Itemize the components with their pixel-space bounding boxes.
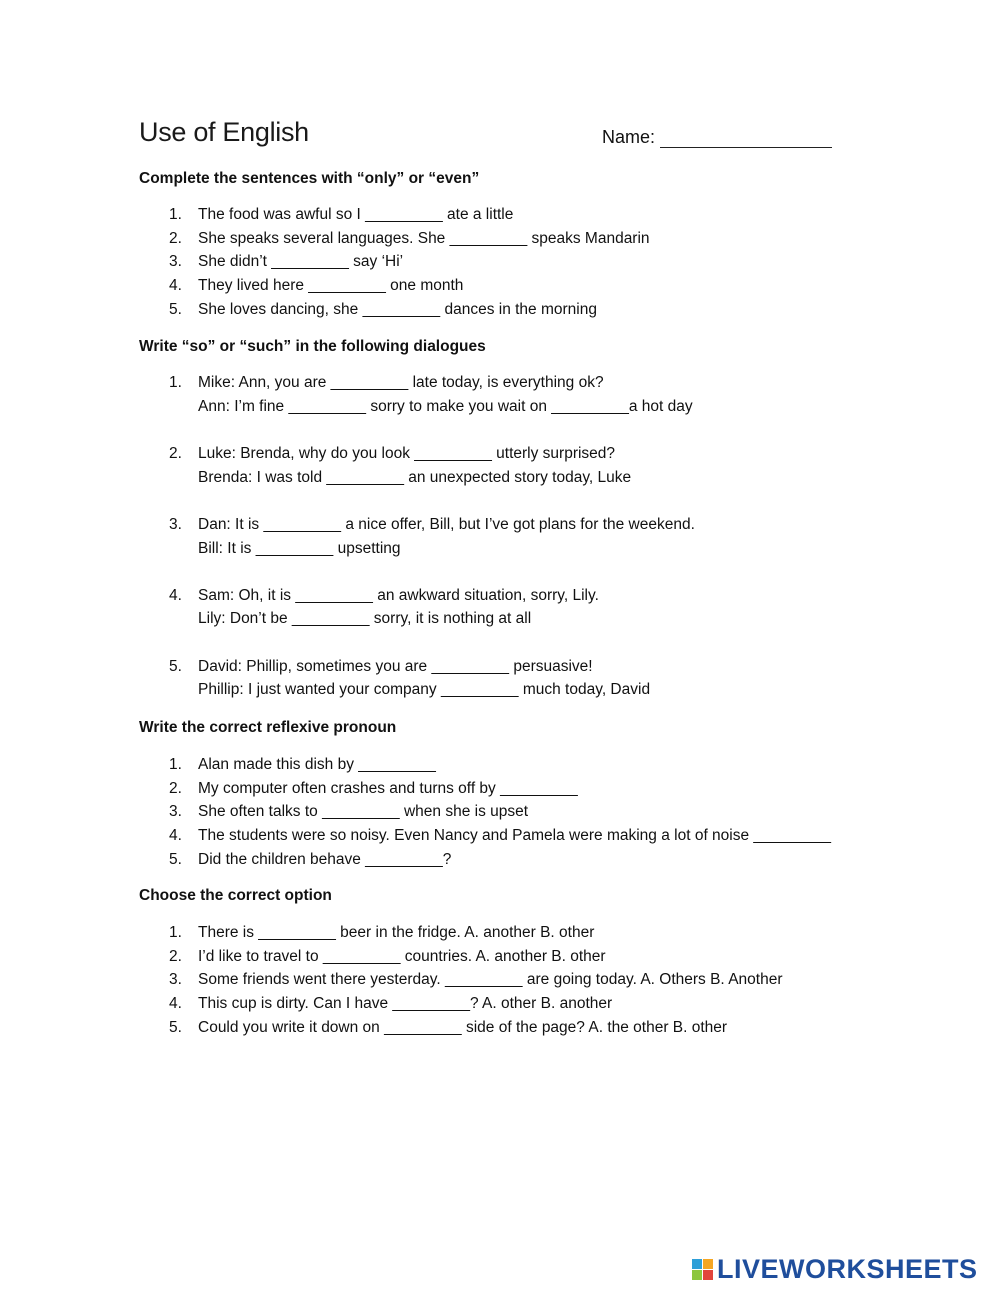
item-number: 2.: [169, 779, 182, 797]
logo-square-icon: [703, 1270, 713, 1280]
item-number: 3.: [169, 515, 182, 533]
so-such-list: [139, 371, 879, 726]
item-number: 2.: [169, 947, 182, 965]
item-number: 2.: [169, 229, 182, 247]
list-item: [139, 848, 879, 872]
list-item: [139, 921, 879, 945]
item-text: There is _________ beer in the fridge. A. another B. other: [198, 924, 595, 941]
list-item: [139, 227, 879, 251]
list-item: [139, 992, 879, 1016]
item-number: 3.: [169, 253, 182, 271]
list-item: [139, 777, 879, 801]
list-item: [139, 442, 879, 489]
list-item: [139, 945, 879, 969]
dialogue-line: Brenda: I was told _________ an unexpected story today, Luke: [198, 468, 632, 486]
name-field: [602, 127, 832, 148]
item-number: 2.: [169, 444, 182, 462]
dialogue-line: Lily: Don’t be _________ sorry, it is nothing at all: [198, 610, 532, 628]
section-heading-so-such: Write “so” or “such” in the following dialogues: [139, 338, 486, 355]
item-text: The students were so noisy. Even Nancy and Pamela were making a lot of noise _________: [198, 827, 832, 845]
dialogue-line: Sam: Oh, it is _________ an awkward situation, sorry, Lily.: [198, 586, 599, 604]
item-number: 1.: [169, 756, 182, 773]
item-number: 3.: [169, 971, 182, 989]
list-item: [139, 824, 879, 848]
correct-option-list: [139, 921, 879, 1040]
name-label: Name:: [602, 127, 656, 147]
item-text: Alan made this dish by _________: [198, 756, 436, 773]
section-heading-only-even: Complete the sentences with “only” or “even”: [139, 170, 480, 187]
list-item: [139, 753, 879, 777]
list-item: [139, 968, 879, 992]
liveworksheets-logo: [692, 1254, 978, 1285]
page-title: Use of English: [139, 117, 309, 147]
logo-mark-icon: [692, 1259, 714, 1281]
item-number: 1.: [169, 206, 182, 223]
dialogue-line: Ann: I’m fine _________ sorry to make you wait on _________a hot day: [198, 397, 693, 415]
item-number: 4.: [169, 995, 182, 1013]
name-blank[interactable]: [660, 131, 832, 148]
section-heading-correct-option: Choose the correct option: [139, 887, 332, 904]
list-item: [139, 1016, 879, 1040]
item-number: 3.: [169, 803, 182, 821]
list-item: [139, 274, 879, 298]
list-item: [139, 371, 879, 418]
item-number: 1.: [169, 374, 182, 391]
item-text: She speaks several languages. She _________ speaks Mandarin: [198, 229, 650, 247]
reflexive-list: [139, 753, 879, 872]
logo-square-icon: [692, 1259, 702, 1269]
dialogue-line: Bill: It is _________ upsetting: [198, 539, 401, 557]
list-item: [139, 584, 879, 631]
item-text: The food was awful so I _________ ate a little: [198, 206, 514, 223]
item-number: 5.: [169, 850, 182, 868]
item-text: Did the children behave _________?: [198, 850, 452, 868]
item-number: 4.: [169, 277, 182, 295]
dialogue-line: Phillip: I just wanted your company _________ much today, David: [198, 681, 651, 699]
dialogue-line: Mike: Ann, you are _________ late today, is everything ok?: [198, 374, 604, 391]
list-item: [139, 298, 879, 322]
item-text: She didn’t _________ say ‘Hi’: [198, 253, 404, 271]
item-text: She loves dancing, she _________ dances in the morning: [198, 300, 597, 318]
item-number: 5.: [169, 300, 182, 318]
item-text: Could you write it down on _________ side of the page? A. the other B. other: [198, 1018, 728, 1036]
logo-square-icon: [692, 1270, 702, 1280]
list-item: [139, 203, 879, 227]
logo-text: LIVEWORKSHEETS: [717, 1254, 978, 1284]
dialogue-line: Dan: It is _________ a nice offer, Bill, but I’ve got plans for the weekend.: [198, 515, 695, 533]
item-text: Some friends went there yesterday. _________ are going today. A. Others B. Another: [198, 971, 783, 989]
item-number: 4.: [169, 827, 182, 845]
item-text: I’d like to travel to _________ countries. A. another B. other: [198, 947, 606, 965]
item-text: This cup is dirty. Can I have _________? A. other B. another: [198, 995, 613, 1013]
item-text: They lived here _________ one month: [198, 277, 464, 295]
section-heading-reflexive: Write the correct reflexive pronoun: [139, 719, 397, 736]
only-even-list: [139, 203, 879, 322]
item-number: 5.: [169, 657, 182, 675]
item-text: She often talks to _________ when she is upset: [198, 803, 529, 821]
dialogue-line: David: Phillip, sometimes you are _________ persuasive!: [198, 657, 593, 675]
list-item: [139, 250, 879, 274]
item-text: My computer often crashes and turns off by _________: [198, 779, 578, 797]
item-number: 4.: [169, 586, 182, 604]
item-number: 5.: [169, 1018, 182, 1036]
list-item: [139, 800, 879, 824]
dialogue-line: Luke: Brenda, why do you look _________ utterly surprised?: [198, 444, 616, 462]
list-item: [139, 513, 879, 560]
list-item: [139, 655, 879, 702]
logo-square-icon: [703, 1259, 713, 1269]
item-number: 1.: [169, 924, 182, 941]
